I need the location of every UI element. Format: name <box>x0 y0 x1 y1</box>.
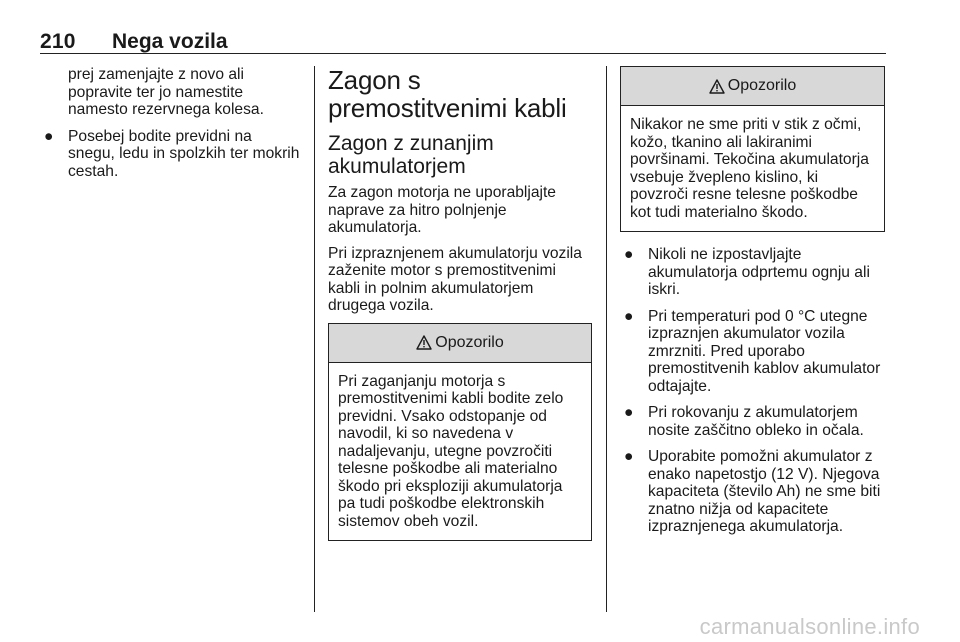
page-number: 210 <box>40 30 76 53</box>
left-column <box>40 66 302 189</box>
warning-text: Nikakor ne sme priti v stik z očmi, kožo, tkanino ali lakiranimi površinami. Tekočina akumulatorja vsebuje žvepleno kislino, ki povzroči resne telesne poškodbe kot tudi materialno škodo. <box>630 116 869 221</box>
list-item <box>620 448 885 536</box>
column-divider-right <box>606 66 607 612</box>
left-bullet-list <box>40 128 302 181</box>
list-item <box>40 128 302 181</box>
warning-triangle-icon <box>416 335 432 350</box>
warning-title: Opozorilo <box>727 77 797 95</box>
bullet-icon: ● <box>624 307 634 325</box>
column-divider-left <box>314 66 315 612</box>
bullet-text: Nikoli ne izpostavljajte akumulatorja odprtemu ognju ali iskri. <box>648 246 870 298</box>
chapter-heading: Zagon s premostitvenimi kabli <box>328 65 567 123</box>
warning-box <box>620 66 885 232</box>
header-rule <box>40 53 886 54</box>
warning-header <box>329 324 591 363</box>
middle-column <box>328 66 592 541</box>
warning-triangle-icon <box>709 79 725 94</box>
bullet-text: Pri temperaturi pod 0 °C utegne izpraznjen akumulator vozila zmrzniti. Pred uporabo premostitvenih kablov akumulator odtajajte. <box>648 307 881 395</box>
watermark: carmanualsonline.info <box>699 614 920 639</box>
warning-header <box>621 67 884 106</box>
bullet-icon: ● <box>624 448 634 465</box>
list-item <box>620 404 885 439</box>
right-column <box>620 66 885 545</box>
list-item <box>620 308 885 396</box>
bullet-icon: ● <box>624 246 634 263</box>
paragraph: Za zagon motorja ne uporabljajte naprave za hitro polnjenje akumulatorja. <box>328 184 556 236</box>
bullet-text: Posebej bodite previdni na snegu, ledu in spolzkih ter mokrih cestah. <box>68 127 300 180</box>
page-header <box>40 30 886 52</box>
section-title: Nega vozila <box>112 30 228 53</box>
warning-box <box>328 323 592 542</box>
bullet-text: Pri rokovanju z akumulatorjem nosite zaščitno obleko in očala. <box>648 404 864 439</box>
warning-text: Pri zaganjanju motorja s premostitvenimi kabli bodite zelo previdni. Vsako odstopanje od navodil, ki so navedena v nadaljevanju, utegne povzročiti telesne poškodbe ali materialno škodo pri eksploziji akumulatorja pa tudi poškodbe elektronskih sistemov obeh vozil. <box>338 372 564 530</box>
warning-title: Opozorilo <box>435 333 504 351</box>
bullet-text: Uporabite pomožni akumulator z enako napetostjo (12 V). Njegova kapaciteta (število Ah) ne sme biti znatno nižja od kapacitete izpraznjenega akumulatorja. <box>648 448 881 535</box>
list-item <box>620 246 885 299</box>
paragraph: Pri izpraznjenem akumulatorju vozila zaženite motor s premostitvenimi kabli in polnim akumulatorjem drugega vozila. <box>328 244 582 314</box>
right-bullet-list <box>620 246 885 536</box>
bullet-icon: ● <box>624 404 634 421</box>
continuation-text: prej zamenjajte z novo ali popravite ter jo namestite namesto rezervnega kolesa. <box>68 66 264 118</box>
section-subheading: Zagon z zunanjim akumulatorjem <box>328 132 494 178</box>
bullet-icon: ● <box>44 127 54 145</box>
